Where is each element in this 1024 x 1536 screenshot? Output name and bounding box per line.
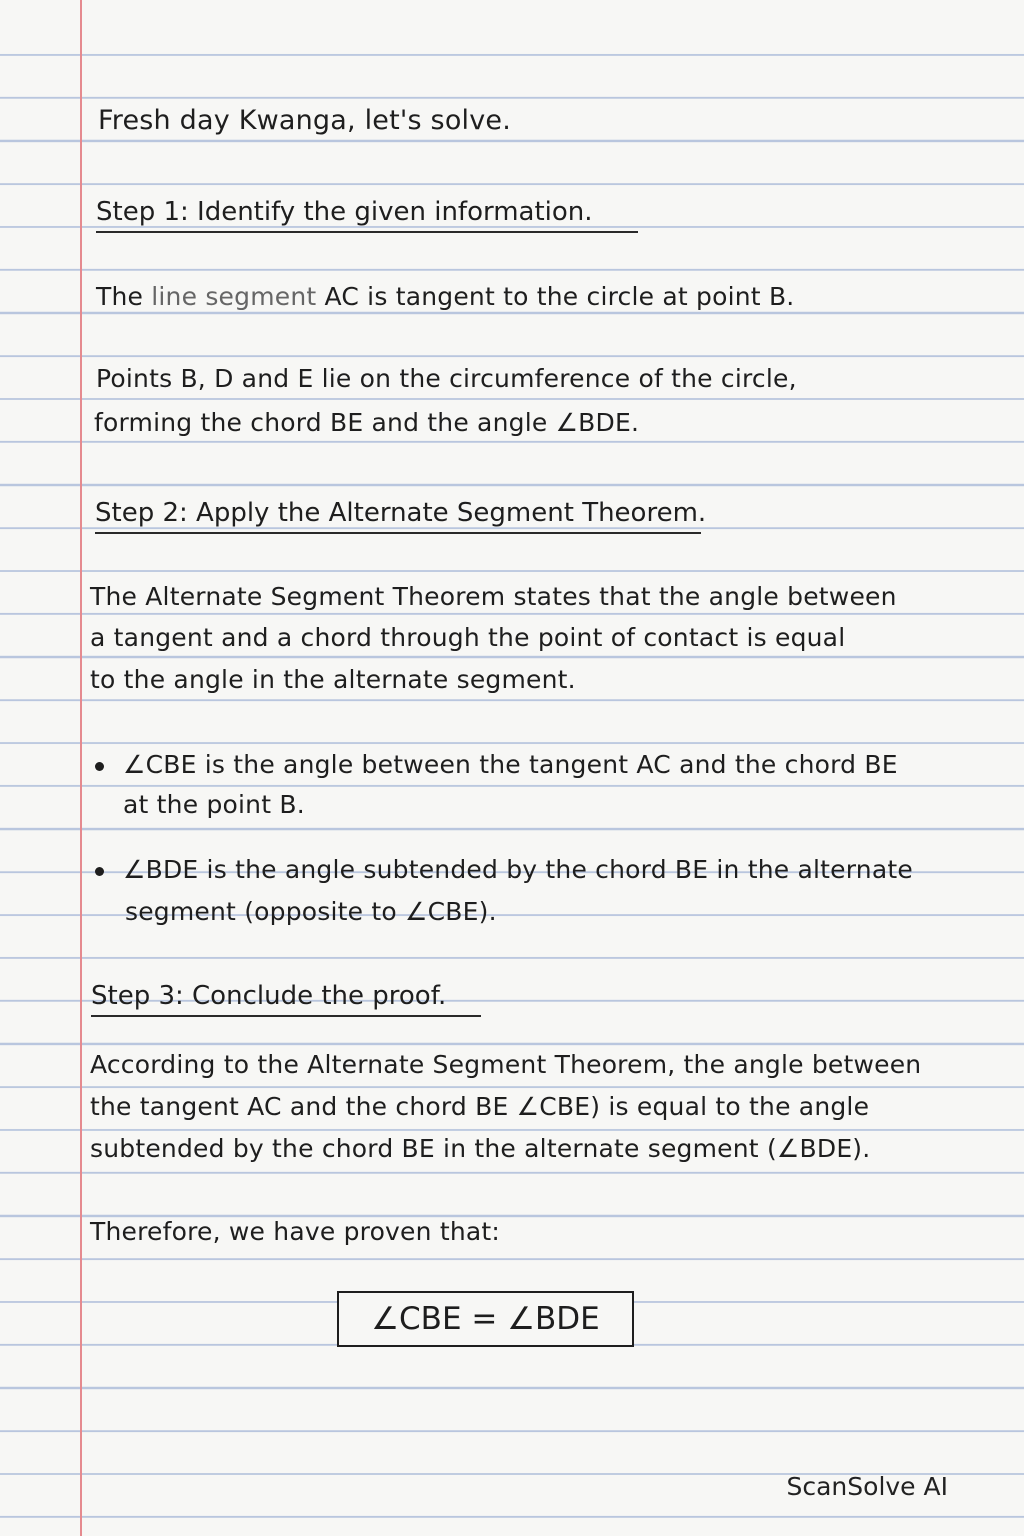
bullet-2-line1: ∠BDE is the angle subtended by the chord BE in the alternate [123, 855, 913, 884]
step1-line1-suffix: AC is tangent to the circle at point B. [316, 282, 795, 311]
result-equation: ∠CBE = ∠BDE [371, 1301, 600, 1337]
step1-line1 [96, 282, 794, 312]
step1-line1-highlight: line segment [151, 282, 317, 311]
watermark: ScanSolve AI [786, 1472, 948, 1501]
step1-heading: Step 1: Identify the given information. [96, 197, 593, 227]
bullet-2-dot [95, 867, 104, 876]
margin-line [80, 0, 82, 1536]
step3-underline [91, 1015, 481, 1017]
bullet-2-line2: segment (opposite to ∠CBE). [125, 897, 497, 926]
step3-para-line1: According to the Alternate Segment Theorem, the angle between [90, 1050, 922, 1079]
bullet-1-dot [95, 762, 104, 771]
step2-underline [95, 532, 701, 534]
therefore-line: Therefore, we have proven that: [90, 1217, 501, 1246]
step3-para-line3: subtended by the chord BE in the alternate segment (∠BDE). [90, 1134, 871, 1163]
step2-para-line2: a tangent and a chord through the point of contact is equal [90, 623, 846, 652]
step3-para-line2: the tangent AC and the chord BE ∠CBE) is equal to the angle [90, 1092, 870, 1121]
step3-heading: Step 3: Conclude the proof. [91, 981, 447, 1011]
step2-para-line3: to the angle in the alternate segment. [90, 665, 576, 694]
step1-para2-line2: forming the chord BE and the angle ∠BDE. [94, 408, 640, 437]
greeting: Fresh day Kwanga, let's solve. [98, 105, 512, 136]
step1-para2-line1: Points B, D and E lie on the circumference of the circle, [96, 364, 797, 393]
step2-para-line1: The Alternate Segment Theorem states that the angle between [90, 582, 897, 611]
result-box [337, 1291, 634, 1347]
bullet-1-line2: at the point B. [123, 790, 305, 819]
bullet-1-line1: ∠CBE is the angle between the tangent AC and the chord BE [123, 750, 898, 779]
step1-underline [96, 231, 638, 233]
step1-line1-prefix: The [96, 282, 152, 311]
step2-heading: Step 2: Apply the Alternate Segment Theorem. [95, 498, 707, 528]
